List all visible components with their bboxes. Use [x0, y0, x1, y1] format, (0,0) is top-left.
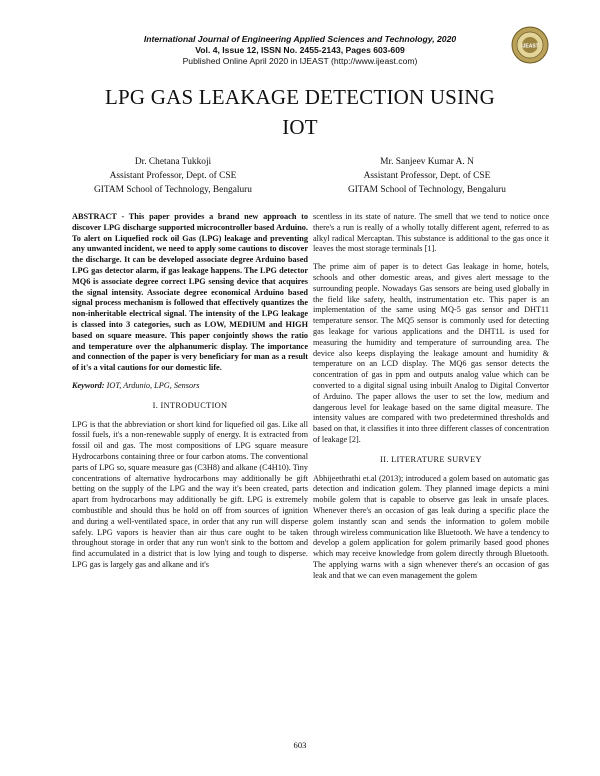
- paper-title: [40, 82, 560, 142]
- keywords: [72, 381, 308, 392]
- author-2: [312, 155, 542, 197]
- right-paragraph-2: The prime aim of paper is to detect Gas leakage in home, hotels, schools and other domestic areas, and gives alert message to the surrounding people. Nowadays Gas sensors are being used globally in the field like safety, health, instrumentation etc. This paper is an implementation of the same using MQ-5 gas sensor and DHT11 temperature sensor. The MQ5 sensor is commonly used for detecting gas leakage for various applications and the DHT1L is used for measuring the humidity and temperature of surrounding area. The device also keeps displaying the leakage amount and humidity & temperature on an LCD display. The MQ6 gas sensor detects the concentration of gas in ppm and outputs analog value which can be converted to a digital signal using inbuilt Analog to Digital Convertor of Arduino. The paper allows the user to set the low, medium and dangerous level for leakage based on the same digital measure. The intensity values are compared with two predetermined thresholds and based on that, it classifies it into three different classes of concentration of leakage [2].: [313, 262, 549, 444]
- keywords-label: Keyword:: [72, 380, 105, 390]
- journal-header: [0, 34, 600, 67]
- author-2-role: Assistant Professor, Dept. of CSE: [363, 171, 491, 181]
- intro-paragraph: LPG is that the abbreviation or short kind for liquefied oil gas. Like all fossil fuels, it's a non-renewable supply of energy. It is extracted from fossil oil and gas. The most compositions of LPG square measure Hydrocarbons containing three or four carbon atoms. The conventional parts of LPG so, square measure gas (C3H8) and alkane (C4H10). Tiny concentrations of alternative hydrocarbons may additionally be gift betting on the supply of the LPG and the way it's been created, parts apart from hydrocarbons may additionally be gift. LPG is extremely combustible and should thus be hold on off from sources of ignition and during a well-ventilated space, in order that any run will disperse safely. LPG vapors is heavier than air thus care ought to be taken throughout storage in order that any run won't sink to the bottom and find accumulated in a district that is low lying and tough to disperse. LPG gas is largely gas and alkane and it's: [72, 419, 308, 569]
- title-line-2: IOT: [282, 115, 318, 139]
- author-2-affiliation: GITAM School of Technology, Bengaluru: [348, 185, 506, 195]
- logo-text: IJEAST: [521, 43, 539, 50]
- author-1: [58, 155, 288, 197]
- section-introduction-heading: I. INTRODUCTION: [152, 400, 228, 410]
- author-2-name: Mr. Sanjeev Kumar A. N: [380, 157, 474, 167]
- ijeast-logo: [511, 26, 549, 64]
- journal-published: Published Online April 2020 in IJEAST (http://www.ijeast.com): [182, 56, 418, 66]
- survey-paragraph: Abhijeethrathi et.al (2013); introduced a golem based on automatic gas detection and indication golem. They planned image depicts a mini mobile golem that is capable to observe gas leak in unsafe places. Whenever there's an occasion of gas leak during a specific place the golem instantly scan and sends the information to golem mobile through wireless communication like Bluetooth. We have a tendency to develop a golem application for golem primarily based good phones which may receive knowledge from golem directly through Bluetooth. The applying warns with a sign whenever there's an occasion of gas leak and that we can even management the golem: [313, 473, 549, 580]
- abstract: ABSTRACT - This paper provides a brand new approach to discover LPG discharge supported microcontroller based Arduino. To alert on Liquefied rock oil Gas (LPG) leakage and preventing any unwanted incident, we need to apply some cautions to discover the discharge. It can be developed associate degree Arduino based LPG gas detector alarm, if gas leakage happens. The LPG detector MQ6 is associate degree correct LPG sensing device that acquires the signal intensity. Associate degree economical Arduino based signal process mechanism is followed that effectively quantizes the non-inheritable electrical signal. The intensity of the LPG leakage is classed into 3 categories, such as LOW, MEDIUM and HIGH based on square measure. This paper conjointly shows the ratio and temperature over the alphanumeric display. The importance and connection of the paper is very beneficiary for man as a result of it's a vital cautions for our domestic life.: [72, 212, 308, 373]
- right-column: [313, 212, 549, 589]
- left-column: [72, 212, 308, 578]
- author-1-role: Assistant Professor, Dept. of CSE: [109, 171, 237, 181]
- journal-name: International Journal of Engineering Applied Sciences and Technology, 2020: [143, 34, 457, 44]
- page-number: 603: [293, 740, 307, 750]
- title-line-1: LPG GAS LEAKAGE DETECTION USING: [104, 85, 495, 109]
- journal-volume: Vol. 4, Issue 12, ISSN No. 2455-2143, Pages 603-609: [195, 45, 405, 55]
- right-paragraph-1: scentless in its state of nature. The smell that we tend to notice once there's a run is really of a wholly totally different agent, referred to as alkyl radical Mercaptan. This substance is additional to the gas once it leaves the most storage terminals [1].: [313, 212, 549, 254]
- author-1-affiliation: GITAM School of Technology, Bengaluru: [94, 185, 252, 195]
- keywords-list: IOT, Ardunio, LPG, Sensors: [104, 380, 200, 390]
- author-1-name: Dr. Chetana Tukkoji: [134, 157, 212, 167]
- section-literature-survey-heading: II. LITERATURE SURVEY: [380, 454, 482, 464]
